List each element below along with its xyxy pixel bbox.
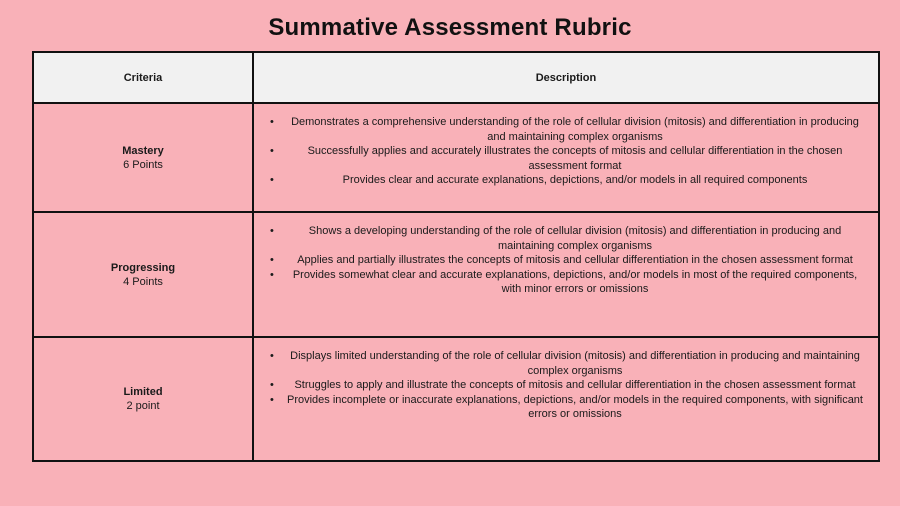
list-item: • Provides clear and accurate explanations, depictions, and/or models in all required components — [268, 173, 864, 188]
list-item: • Provides incomplete or inaccurate explanations, depictions, and/or models in the required components, with significant errors or omissions — [268, 393, 864, 422]
criteria-cell — [33, 212, 253, 337]
table-row-progressing — [33, 212, 879, 337]
criteria-level-name: Limited — [123, 386, 163, 398]
description-cell — [253, 212, 879, 337]
rubric-table — [32, 51, 880, 462]
description-cell — [253, 337, 879, 461]
criteria-cell — [33, 103, 253, 212]
criteria-points: 4 Points — [123, 275, 163, 288]
criteria-level-name: Mastery — [122, 144, 164, 157]
list-item: • Provides somewhat clear and accurate explanations, depictions, and/or models in most of the required components, with minor errors or omissions — [268, 268, 864, 297]
criteria-points: 2 point — [126, 400, 160, 412]
description-list — [268, 224, 864, 297]
list-item: • Demonstrates a comprehensive understanding of the role of cellular division (mitosis) and differentiation in producing and maintaining complex organisms — [268, 115, 864, 144]
description-column-header: Description — [253, 52, 879, 103]
criteria-level-name: Progressing — [110, 261, 176, 274]
page-title: Summative Assessment Rubric — [268, 14, 632, 41]
list-item: • Displays limited understanding of the role of cellular division (mitosis) and differentiation in producing and maintaining complex organisms — [268, 349, 864, 378]
criteria-cell — [33, 337, 253, 461]
table-row-limited — [33, 337, 879, 461]
description-list — [268, 115, 864, 188]
description-cell — [253, 103, 879, 212]
criteria-points: 6 Points — [123, 158, 163, 171]
table-header-row — [33, 52, 879, 103]
criteria-column-header: Criteria — [33, 52, 253, 103]
list-item: • Shows a developing understanding of the role of cellular division (mitosis) and differentiation in producing and maintaining complex organisms — [268, 224, 864, 253]
list-item: • Applies and partially illustrates the concepts of mitosis and cellular differentiation in the chosen assessment format — [268, 253, 864, 268]
list-item: • Struggles to apply and illustrate the concepts of mitosis and cellular differentiation in the chosen assessment format — [268, 378, 864, 393]
table-row-mastery — [33, 103, 879, 212]
description-list — [268, 349, 864, 422]
list-item: • Successfully applies and accurately illustrates the concepts of mitosis and cellular differentiation in the chosen assessment format — [268, 144, 864, 173]
